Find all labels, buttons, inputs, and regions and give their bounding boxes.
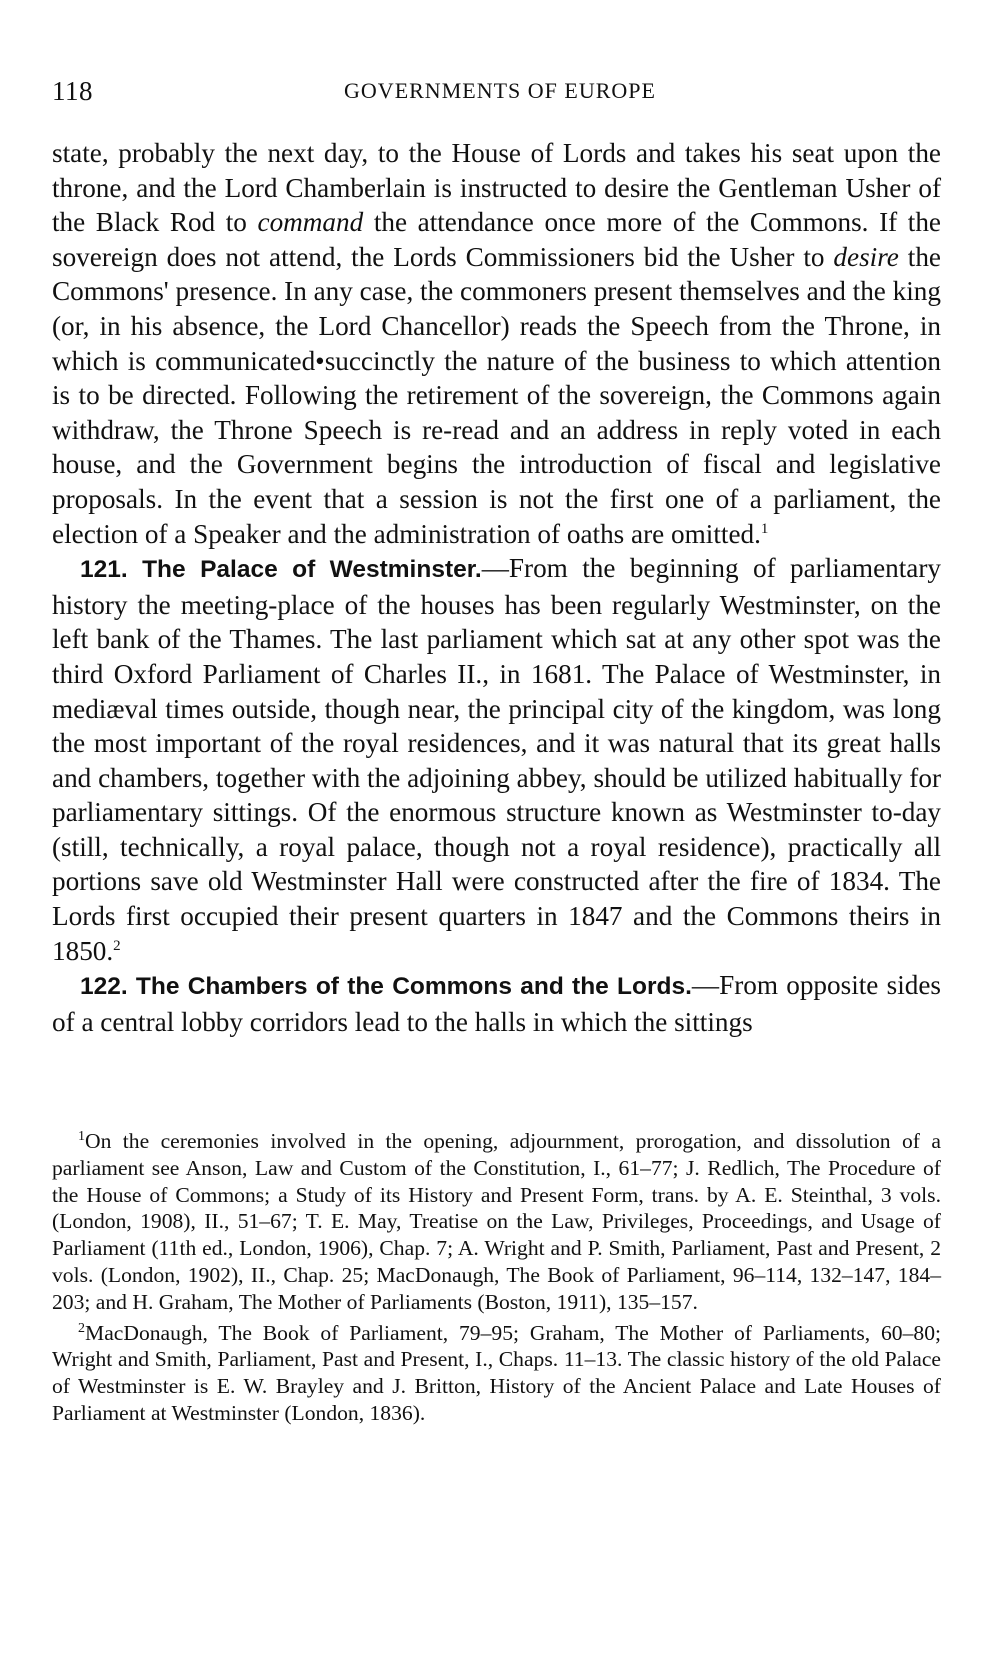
- footnote-2: [52, 1320, 941, 1427]
- footnote-2-text: MacDonaugh, The Book of Parliament, 79–95; Graham, The Mother of Parliaments, 60–80; Wright and Smith, Parliament, Past and Present, I., Chaps. 11–13. The classic history of the old Palace of Westminster is E. W. Brayley and J. Britton, History of the Ancient Palace and Late Houses of Parliament at Westminster (London, 1836).: [52, 1320, 941, 1425]
- footnote-2-mark: 2: [78, 1320, 85, 1336]
- running-head: GOVERNMENTS OF EUROPE: [344, 78, 656, 103]
- intro-paragraph: [52, 136, 941, 551]
- footnote-1: [52, 1128, 941, 1316]
- intro-text-2: the attendance once more of the Commons. If the sovereign does not attend, the Lords Commissioners bid the Usher to: [52, 207, 941, 272]
- section-122-heading: 122. The Chambers of the Commons and the Lords.: [80, 973, 692, 1001]
- footnote-ref-2: 2: [113, 937, 121, 954]
- page-number: 118: [52, 76, 93, 106]
- section-122-text: —From opposite sides of a central lobby corridors lead to the halls in which the sittings: [52, 970, 941, 1037]
- section-121: [52, 551, 941, 968]
- footnotes: [52, 1128, 941, 1431]
- section-122-paragraph: [52, 968, 941, 1039]
- section-121-text: —From the beginning of parliamentary history the meeting-place of the houses has been regularly Westminster, on the left bank of the Thames. The last parliament which sat at any other spot was the third Oxford Parliament of Charles II., in 1681. The Palace of Westminster, in mediæval times outside, though near, the principal city of the kingdom, was long the most important of the royal residences, and it was natural that its great halls and chambers, together with the adjoining abbey, should be utilized habitually for parliamentary sittings. Of the enormous structure known as Westminster to-day (still, technically, a royal palace, though not a royal residence), practically all portions save old Westminster Hall were constructed after the fire of 1834. The Lords first occupied their present quarters in 1847 and the Commons theirs in 1850.: [52, 553, 941, 966]
- body-text: [52, 136, 941, 1039]
- section-122: [52, 968, 941, 1039]
- page-header: [52, 76, 948, 108]
- section-121-paragraph: [52, 551, 941, 968]
- footnote-ref-1: 1: [760, 520, 769, 537]
- intro-text-1: state, probably the next day, to the House of Lords and takes his seat upon the throne, and the Lord Chamberlain is instructed to desire the Gentleman Usher of the Black Rod to: [52, 138, 941, 238]
- intro-text-3: the Commons' presence. In any case, the commoners present themselves and the king (or, in his absence, the Lord Chancellor) reads the Speech from the Throne, in which is communicated•succinctly the nature of the business to which attention is to be directed. Following the retirement of the sovereign, the Commons again withdraw, the Throne Speech is re-read and an address in reply voted in each house, and the Government begins the introduction of fiscal and legislative proposals. In the event that a session is not the first one of a parliament, the election of a Speaker and the administration of oaths are omitted.: [52, 241, 941, 549]
- intro-emphasis-command: command: [257, 207, 364, 238]
- section-121-heading: 121. The Palace of Westminster.: [80, 556, 482, 584]
- intro-emphasis-desire: desire: [833, 241, 899, 272]
- footnote-1-text: On the ceremonies involved in the opening, adjournment, prorogation, and dissolution of a parliament see Anson, Law and Custom of the Constitution, I., 61–77; J. Redlich, The Procedure of the House of Commons; a Study of its History and Present Form, trans. by A. E. Steinthal, 3 vols. (London, 1908), II., 51–67; T. E. May, Treatise on the Law, Privileges, Proceedings, and Usage of Parliament (11th ed., London, 1906), Chap. 7; A. Wright and P. Smith, Parliament, Past and Present, 2 vols. (London, 1902), II., Chap. 25; MacDonaugh, The Book of Parliament, 96–114, 132–147, 184–203; and H. Graham, The Mother of Parliaments (Boston, 1911), 135–157.: [52, 1129, 941, 1314]
- footnote-1-mark: 1: [78, 1128, 85, 1144]
